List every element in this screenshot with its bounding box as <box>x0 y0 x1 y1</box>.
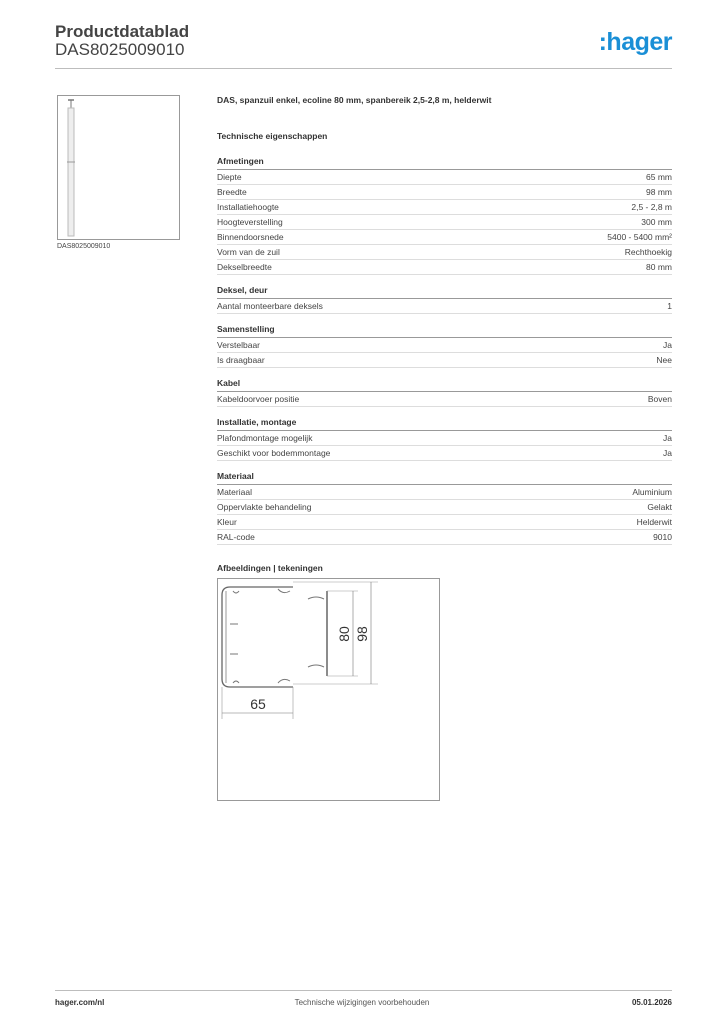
spec-row <box>217 392 672 407</box>
spec-row <box>217 170 672 185</box>
spec-value: Ja <box>663 340 672 350</box>
spec-label: Materiaal <box>217 487 252 497</box>
spec-row <box>217 260 672 275</box>
spec-row <box>217 200 672 215</box>
spec-row <box>217 530 672 545</box>
spec-label: RAL-code <box>217 532 255 542</box>
article-number: DAS8025009010 <box>55 40 185 59</box>
spec-row <box>217 245 672 260</box>
spec-label: Breedte <box>217 187 247 197</box>
spec-row <box>217 230 672 245</box>
hager-logo: :hager <box>598 28 672 56</box>
spec-label: Hoogteverstelling <box>217 217 283 227</box>
column-icon <box>58 96 179 239</box>
spec-label: Plafondmontage mogelijk <box>217 433 313 443</box>
spec-label: Verstelbaar <box>217 340 260 350</box>
section-heading: Samenstelling <box>217 324 672 338</box>
product-description: DAS, spanzuil enkel, ecoline 80 mm, spanbereik 2,5-2,8 m, helderwit <box>217 95 492 105</box>
spec-value: 1 <box>667 301 672 311</box>
product-image <box>57 95 180 240</box>
spec-row <box>217 446 672 461</box>
spec-row <box>217 215 672 230</box>
spec-value: Ja <box>663 433 672 443</box>
spec-value: Nee <box>656 355 672 365</box>
spec-row <box>217 431 672 446</box>
footer-date: 05.01.2026 <box>631 998 672 1007</box>
spec-label: Kabeldoorvoer positie <box>217 394 300 404</box>
spec-row <box>217 485 672 500</box>
spec-value: 2,5 - 2,8 m <box>631 202 672 212</box>
spec-row <box>217 500 672 515</box>
spec-value: Ja <box>663 448 672 458</box>
footer-note: Technische wijzigingen voorbehouden <box>294 998 430 1007</box>
spec-value: Aluminium <box>632 487 672 497</box>
section-heading: Afmetingen <box>217 156 672 170</box>
spec-sections <box>217 156 672 545</box>
section-heading: Materiaal <box>217 471 672 485</box>
spec-label: Vorm van de zuil <box>217 247 280 257</box>
spec-label: Kleur <box>217 517 237 527</box>
page-title: Productdatablad <box>55 22 190 41</box>
spec-value: Boven <box>647 394 672 404</box>
spec-label: Is draagbaar <box>217 355 265 365</box>
product-details <box>217 95 672 801</box>
spec-label: Aantal monteerbare deksels <box>217 301 323 311</box>
spec-label: Installatiehoogte <box>217 202 279 212</box>
outer-height-label: 98 <box>354 626 370 642</box>
spec-label: Dekselbreedte <box>217 262 272 272</box>
spec-row <box>217 185 672 200</box>
spec-value: 300 mm <box>641 217 672 227</box>
spec-row <box>217 338 672 353</box>
inner-height-label: 80 <box>336 626 352 642</box>
spec-value: 80 mm <box>646 262 672 272</box>
spec-label: Binnendoorsnede <box>217 232 284 242</box>
footer-divider <box>55 990 672 991</box>
width-label: 65 <box>250 696 266 712</box>
spec-value: 98 mm <box>646 187 672 197</box>
section-heading: Installatie, montage <box>217 417 672 431</box>
image-caption: DAS8025009010 <box>57 243 111 250</box>
dimension-drawing <box>217 578 440 801</box>
spec-value: Gelakt <box>647 502 672 512</box>
images-heading: Afbeeldingen | tekeningen <box>217 563 323 573</box>
tech-heading: Technische eigenschappen <box>217 131 328 141</box>
spec-value: 5400 - 5400 mm² <box>607 232 672 242</box>
section-heading: Deksel, deur <box>217 285 672 299</box>
footer-website[interactable]: hager.com/nl <box>55 998 105 1007</box>
spec-row <box>217 299 672 314</box>
spec-value: Helderwit <box>636 517 672 527</box>
spec-value: 65 mm <box>646 172 672 182</box>
spec-row <box>217 515 672 530</box>
section-heading: Kabel <box>217 378 672 392</box>
spec-value: 9010 <box>653 532 672 542</box>
profile-drawing <box>218 579 439 800</box>
header-divider <box>55 68 672 69</box>
spec-label: Oppervlakte behandeling <box>217 502 312 512</box>
spec-label: Geschikt voor bodemmontage <box>217 448 331 458</box>
spec-label: Diepte <box>217 172 242 182</box>
spec-value: Rechthoekig <box>624 247 672 257</box>
spec-row <box>217 353 672 368</box>
